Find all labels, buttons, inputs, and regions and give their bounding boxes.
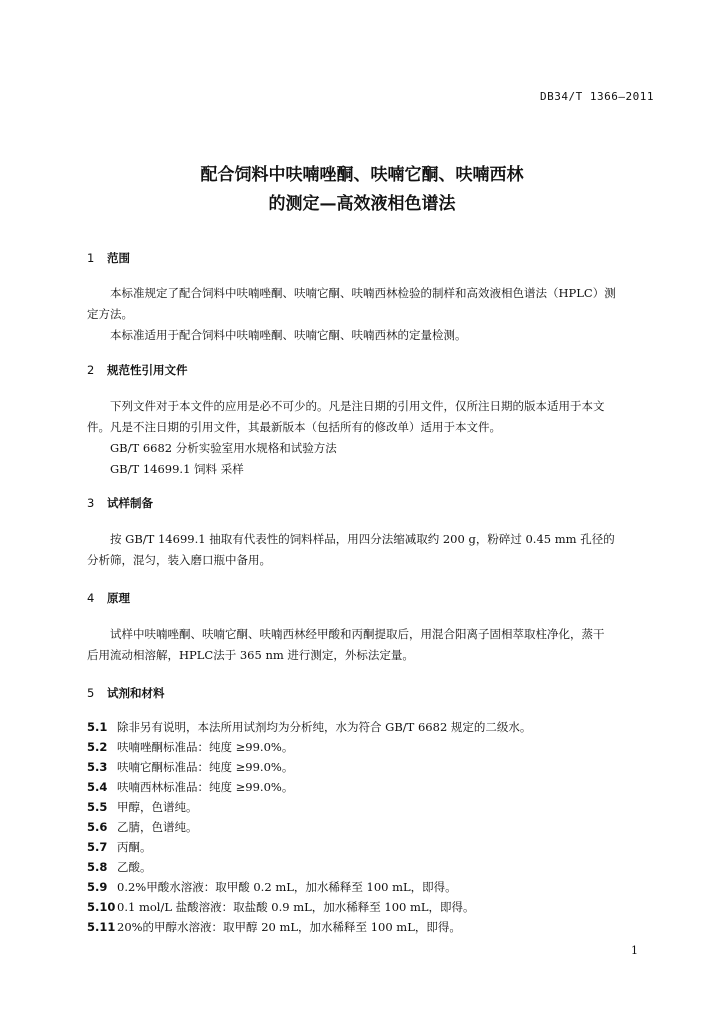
clause-item: [87, 899, 475, 915]
clause-item: [87, 719, 531, 735]
clause-number: 5.8: [87, 860, 108, 874]
section-number: 3: [87, 496, 95, 510]
clause-number: 5.5: [87, 800, 108, 814]
sample-prep-paragraph: [87, 529, 655, 571]
section-heading-reagents: [87, 685, 165, 701]
text-line: 件。凡是不注日期的引用文件，其最新版本（包括所有的修改单）适用于本文件。: [87, 420, 501, 434]
section-heading-principle: [87, 590, 130, 606]
section-number: 5: [87, 686, 95, 700]
references-paragraph: [87, 396, 655, 480]
text-line: 定方法。: [87, 307, 133, 321]
clause-text: 呋喃唑酮标准品：纯度 ≥99.0%。: [117, 740, 294, 754]
section-heading-references: [87, 362, 188, 378]
clause-text: 乙腈，色谱纯。: [117, 820, 198, 834]
text-line: 下列文件对于本文件的应用是必不可少的。凡是注日期的引用文件，仅所注日期的版本适用于本文: [110, 399, 605, 413]
clause-number: 5.9: [87, 880, 108, 894]
text-line: 后用流动相溶解，HPLC法于 365 nm 进行测定，外标法定量。: [87, 648, 414, 662]
text-line: 按 GB/T 14699.1 抽取有代表性的饲料样品，用四分法缩减取约 200 g，粉碎过 0.45 mm 孔径的: [110, 532, 615, 546]
clause-text: 除非另有说明，本法所用试剂均为分析纯，水为符合 GB/T 6682 规定的二级水。: [117, 720, 532, 734]
clause-item: [87, 819, 198, 835]
clause-text: 20%的甲醇水溶液：取甲醇 20 mL，加水稀释至 100 mL，即得。: [117, 920, 461, 934]
clause-text: 呋喃西林标准品：纯度 ≥99.0%。: [117, 780, 294, 794]
section-heading-scope: [87, 250, 130, 266]
clause-text: 乙酸。: [117, 860, 152, 874]
scope-paragraph: [87, 283, 655, 346]
section-title: 原理: [107, 591, 130, 605]
section-title: 规范性引用文件: [107, 363, 188, 377]
clause-number: 5.6: [87, 820, 108, 834]
text-line: 本标准规定了配合饲料中呋喃唑酮、呋喃它酮、呋喃西林检验的制样和高效液相色谱法（HPLC）测: [110, 286, 616, 300]
section-title: 试样制备: [107, 496, 153, 510]
section-number: 1: [87, 251, 95, 265]
section-number: 4: [87, 591, 95, 605]
clause-item: [87, 879, 457, 895]
clause-text: 0.1 mol/L 盐酸溶液：取盐酸 0.9 mL，加水稀释至 100 mL，即得。: [117, 900, 475, 914]
text-line: 本标准适用于配合饲料中呋喃唑酮、呋喃它酮、呋喃西林的定量检测。: [110, 328, 467, 342]
clause-item: [87, 859, 152, 875]
text-line: 试样中呋喃唑酮、呋喃它酮、呋喃西林经甲酸和丙酮提取后，用混合阳离子固相萃取柱净化，蒸干: [110, 627, 605, 641]
text-line: 分析筛，混匀，装入磨口瓶中备用。: [87, 553, 271, 567]
clause-number: 5.4: [87, 780, 108, 794]
clause-text: 甲醇，色谱纯。: [117, 800, 198, 814]
section-number: 2: [87, 363, 95, 377]
clause-text: 丙酮。: [117, 840, 152, 854]
reference-item: GB/T 14699.1 饲料 采样: [110, 462, 244, 476]
principle-paragraph: [87, 624, 655, 666]
clause-number: 5.1: [87, 720, 108, 734]
clause-text: 呋喃它酮标准品：纯度 ≥99.0%。: [117, 760, 294, 774]
page-number: 1: [631, 944, 638, 957]
clause-number: 5.7: [87, 840, 108, 854]
clause-number: 5.10: [87, 900, 116, 914]
clause-item: [87, 919, 461, 935]
reference-item: GB/T 6682 分析实验室用水规格和试验方法: [110, 441, 337, 455]
clause-number: 5.11: [87, 920, 116, 934]
document-title-line1: 配合饲料中呋喃唑酮、呋喃它酮、呋喃西林: [200, 165, 524, 185]
clause-number: 5.2: [87, 740, 108, 754]
section-title: 试剂和材料: [107, 686, 165, 700]
clause-item: [87, 759, 293, 775]
clause-item: [87, 839, 152, 855]
section-title: 范围: [107, 251, 130, 265]
standard-code: DB34/T 1366—2011: [540, 90, 654, 103]
clause-item: [87, 739, 293, 755]
clause-text: 0.2%甲酸水溶液：取甲酸 0.2 mL，加水稀释至 100 mL，即得。: [117, 880, 457, 894]
clause-item: [87, 779, 293, 795]
section-heading-sample-prep: [87, 495, 153, 511]
document-title-line2: 的测定—高效液相色谱法: [268, 194, 456, 214]
clause-number: 5.3: [87, 760, 108, 774]
clause-item: [87, 799, 198, 815]
